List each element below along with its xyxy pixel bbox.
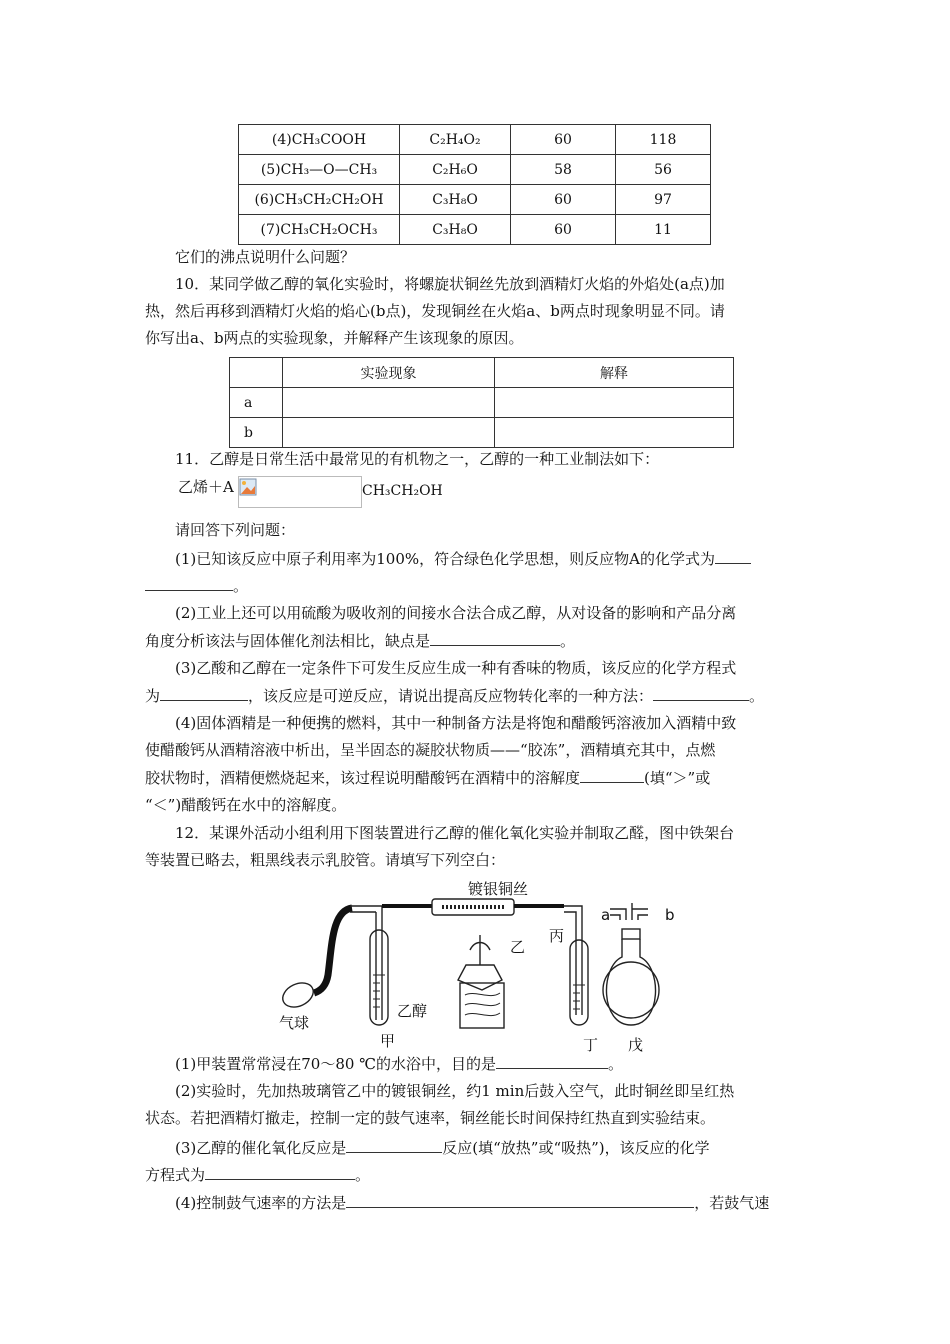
answer-blank[interactable] [160,684,248,701]
header-explain: 解释 [495,358,734,388]
answer-blank[interactable] [205,1163,355,1180]
q11-p4-text: 胶状物时，酒精便燃烧起来，该过程说明醋酸钙在酒精中的溶解度 [145,769,581,787]
q10-line3: 你写出a、b两点的实验现象，并解释产生该现象的原因。 [145,329,524,347]
q12-p3-line1 [175,1136,835,1159]
q10-line1: 10．某同学做乙醇的氧化实验时，将螺旋状铜丝先放到酒精灯火焰的外焰处(a点)加 [175,275,725,293]
boiling-point-table [238,124,711,245]
rubber-tube-balloon [314,908,352,993]
header-phenomenon: 实验现象 [283,358,495,388]
boiling-point: 118 [616,125,711,155]
q12-p3-text: 反应(填“放热”或“吸热”)，该反应的化学 [442,1139,710,1157]
table-row [230,418,734,448]
label-jia: 甲 [380,1032,396,1050]
answer-blank[interactable] [346,1191,694,1208]
label-ding: 丁 [583,1036,599,1054]
q12-p2-line1: (2)实验时，先加热玻璃管乙中的镀银铜丝，约1 min后鼓入空气，此时铜丝即呈红热 [175,1082,735,1100]
reaction-reactant: 乙烯＋A [178,478,234,496]
boiling-point: 11 [616,215,711,245]
relative-mass: 58 [511,155,616,185]
answer-blank[interactable] [496,1052,608,1069]
answer-blank[interactable] [145,574,233,591]
q11-p4-line4: “＜”)醋酸钙在水中的溶解度。 [145,796,347,814]
relative-mass: 60 [511,125,616,155]
period: 。 [355,1166,371,1184]
relative-mass: 60 [511,185,616,215]
q11-p3-line2 [145,684,805,707]
molecular-formula: C₃H₈O [400,215,511,245]
compound-name: (7)CH₃CH₂OCH₃ [239,215,400,245]
label-ethanol: 乙醇 [397,1002,428,1020]
q12-p3-line2 [145,1163,805,1186]
answer-cell-b-phenomenon[interactable] [283,418,495,448]
q11-p4-line3 [145,766,805,789]
q12-line2: 等装置已略去，粗黑线表示乳胶管。请填写下列空白： [145,851,506,869]
period: 。 [749,687,765,705]
compound-name: (5)CH₃—O—CH₃ [239,155,400,185]
flask-wu [603,962,659,1018]
q12-p2-line2: 状态。若把酒精灯撤走，控制一定的鼓气速率，铜丝能长时间保持红热直到实验结束。 [145,1109,716,1127]
q12-p3-text: (3)乙醇的催化氧化反应是 [175,1139,347,1157]
q11-prompt: 请回答下列问题： [175,521,296,539]
glass-tube-yi [432,899,514,915]
boiling-point: 97 [616,185,711,215]
apparatus-diagram [270,875,690,1053]
q11-intro: 11．乙醇是日常生活中最常见的有机物之一，乙醇的一种工业制法如下： [175,450,660,468]
boiling-point: 56 [616,155,711,185]
q11-p2-line1: (2)工业上还可以用硫酸为吸收剂的间接水合法合成乙醇，从对设备的影响和产品分离 [175,604,737,622]
q10-answer-table [229,357,734,448]
balloon [279,978,317,1011]
test-tube-jia [370,930,388,1025]
table-row [239,155,711,185]
flask-stopper [622,929,640,939]
q11-p4-line1: (4)固体酒精是一种便携的燃料，其中一种制备方法是将饱和醋酸钙溶液加入酒精中致 [175,714,737,732]
label-bing: 丙 [549,927,565,945]
answer-blank[interactable] [653,684,749,701]
table-row [239,125,711,155]
q11-p1-line1 [175,547,835,570]
answer-cell-b-explain[interactable] [495,418,734,448]
q12-p3-text: 方程式为 [145,1166,206,1184]
q11-p1-line2 [145,574,805,597]
row-label-b: b [230,418,283,448]
label-b: b [665,906,675,924]
label-yi: 乙 [510,938,526,956]
answer-blank[interactable] [346,1136,442,1153]
q11-p4-line2: 使醋酸钙从酒精溶液中析出，呈半固态的凝胶状物质——“胶冻”，酒精填充其中，点燃 [145,741,716,759]
corner-cell [230,358,283,388]
molecular-formula: C₂H₆O [400,155,511,185]
q9-question-tail: 它们的沸点说明什么问题？ [175,248,356,266]
q12-p4-text: (4)控制鼓气速率的方法是 [175,1194,347,1212]
answer-cell-a-explain[interactable] [495,388,734,418]
answer-blank[interactable] [430,629,560,646]
q12-p1 [175,1052,835,1075]
compound-name: (6)CH₃CH₂CH₂OH [239,185,400,215]
q12-p1-text: (1)甲装置常常浸在70～80 ℃的水浴中，目的是 [175,1055,496,1073]
test-tube-ding [570,940,588,1025]
table-row [230,358,734,388]
answer-cell-a-phenomenon[interactable] [283,388,495,418]
period: 。 [233,577,249,595]
period: 。 [607,1055,623,1073]
compound-name: (4)CH₃COOH [239,125,400,155]
reaction-product: CH₃CH₂OH [362,483,443,499]
molecular-formula: C₃H₈O [400,185,511,215]
answer-blank[interactable] [715,547,751,564]
q11-p2-line2 [145,629,805,652]
q11-p1-text: (1)已知该反应中原子利用率为100%，符合绿色化学思想，则反应物A的化学式为 [175,550,715,568]
table-row [230,388,734,418]
q12-p4 [175,1191,835,1214]
table-row [239,185,711,215]
q10-line2: 热，然后再移到酒精灯火焰的焰心(b点)，发现铜丝在火焰a、b两点时现象明显不同。请 [145,302,725,320]
broken-image-icon [239,478,257,496]
q11-p3-text: 为 [145,687,161,705]
q11-p4-text: (填“＞”或 [644,769,711,787]
q11-p3-text: ，该反应是可逆反应，请说出提高反应物转化率的一种方法： [248,687,654,705]
q12-line1: 12．某课外活动小组利用下图装置进行乙醇的催化氧化实验并制取乙醛，图中铁架台 [175,824,735,842]
molecular-formula: C₂H₄O₂ [400,125,511,155]
period: 。 [560,632,576,650]
table-row [239,215,711,245]
label-wu: 戊 [628,1036,644,1054]
row-label-a: a [230,388,283,418]
q12-p4-text: ，若鼓气速 [694,1194,770,1212]
q11-p3-line1: (3)乙酸和乙醇在一定条件下可发生反应生成一种有香味的物质，该反应的化学方程式 [175,659,737,677]
relative-mass: 60 [511,215,616,245]
label-silver-copper-wire: 镀银铜丝 [468,880,529,898]
answer-blank[interactable] [580,766,644,783]
label-balloon: 气球 [279,1014,310,1032]
label-a: a [601,906,611,924]
q11-p2-text: 角度分析该法与固体催化剂法相比，缺点是 [145,632,431,650]
alcohol-lamp [458,965,502,990]
